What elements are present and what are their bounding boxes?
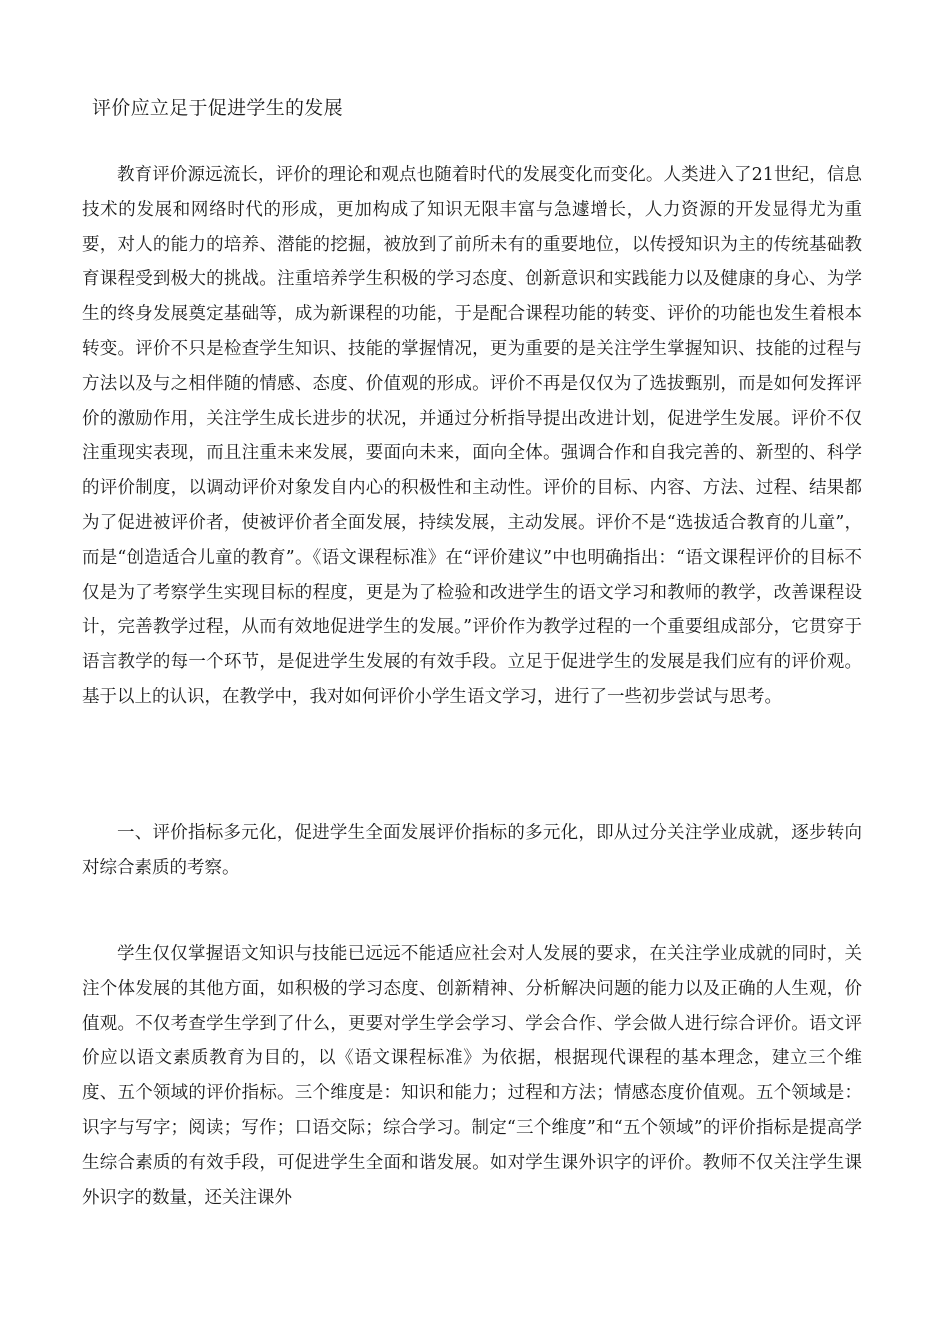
paragraph-body: 学生仅仅掌握语文知识与技能已远远不能适应社会对人发展的要求，在关注学业成就的同时，关注个体发展的其他方面，如积极的学习态度、创新精神、分析解决问题的能力以及正确的人生观，价值观。不仅考查学生学到了什么，更要对学生学会学习、学会合作、学会做人进行综合评价。语文评价应以语文素质教育为目的，以《语文课程标准》为依据，根据现代课程的基本理念，建立三个维度、五个领域的评价指标。三个维度是：知识和能力；过程和方法；情感态度价值观。五个领域是：识字与写字；阅读；写作；口语交际；综合学习。制定“三个维度”和“五个领域”的评价指标是提高学生综合素质的有效手段，可促进学生全面和谐发展。如对学生课外识字的评价。教师不仅关注学生课外识字的数量，还关注课外 bbox=[82, 944, 862, 1208]
paragraph-section-heading: 一、评价指标多元化，促进学生全面发展评价指标的多元化，即从过分关注学业成就，逐步转向对综合素质的考察。 bbox=[82, 823, 862, 878]
paragraph-intro: 教育评价源远流长，评价的理论和观点也随着时代的发展变化而变化。人类进入了21世纪，信息技术的发展和网络时代的形成，更加构成了知识无限丰富与急遽增长，人力资源的开发显得尤为重要，对人的能力的培养、潜能的挖掘，被放到了前所未有的重要地位，以传授知识为主的传统基础教育课程受到极大的挑战。注重培养学生积极的学习态度、创新意识和实践能力以及健康的身心、为学生的终身发展奠定基础等，成为新课程的功能，于是配合课程功能的转变、评价的功能也发生着根本转变。评价不只是检查学生知识、技能的掌握情况，更为重要的是关注学生掌握知识、技能的过程与方法以及与之相伴随的情感、态度、价值观的形成。评价不再是仅仅为了选拔甄别，而是如何发挥评价的激励作用，关注学生成长进步的状况，并通过分析指导提出改进计划，促进学生发展。评价不仅注重现实表现，而且注重未来发展，要面向未来，面向全体。强调合作和自我完善的、新型的、科学的评价制度，以调动评价对象发自内心的积极性和主动性。评价的目标、内容、方法、过程、结果都为了促进被评价者，使被评价者全面发展，持续发展，主动发展。评价不是“选拔适合教育的儿童”，而是“创造适合儿童的教育”。《语文课程标准》在“评价建议”中也明确指出：“语文课程评价的目标不仅是为了考察学生实现目标的程度，更是为了检验和改进学生的语文学习和教师的教学，改善课程设计，完善教学过程，从而有效地促进学生的发展。”评价作为教学过程的一个重要组成部分，它贯穿于语言教学的每一个环节，是促进学生发展的有效手段。立足于促进学生的发展是我们应有的评价观。基于以上的认识，在教学中，我对如何评价小学生语文学习，进行了一些初步尝试与思考。 bbox=[82, 165, 862, 707]
document-title: 评价应立足于促进学生的发展 bbox=[92, 97, 343, 119]
